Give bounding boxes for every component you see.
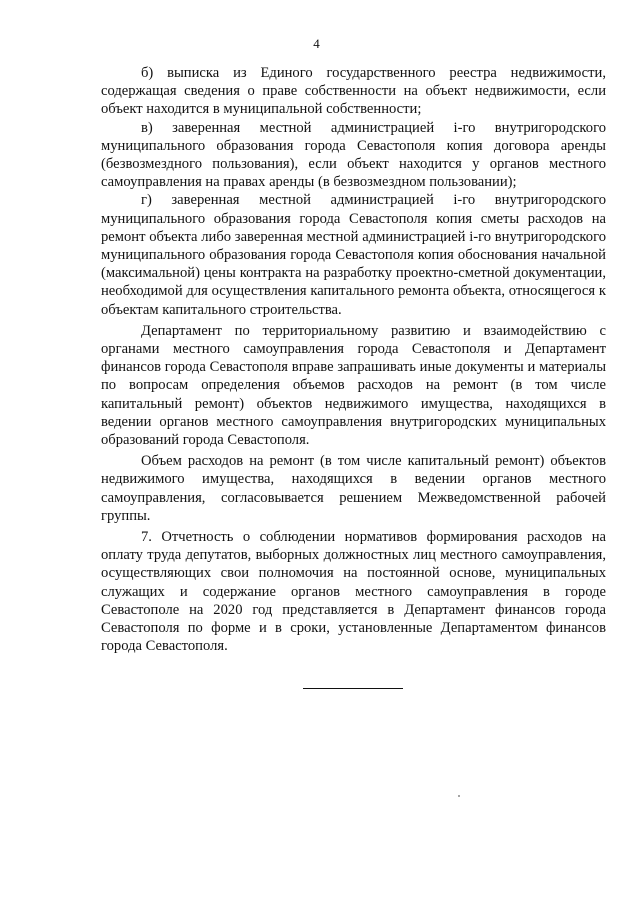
document-body — [101, 64, 606, 656]
paragraph-cost-estimate-copy: г) заверенная местной администрацией і-го внутригородского муниципального образования города Севастополя копия сметы расходов на ремонт объекта либо заверенная местной администрацией і-го внутригородского муниципального образования города Севастополя копия обоснования начальной (максимальной) цены контракта на разработку проектно-сметной документации, необходимой для осуществления капитального ремонта объекта, относящегося к объектам капитального строительства. — [101, 192, 606, 318]
paragraph-lease-agreement-copy: в) заверенная местной администрацией і-го внутригородского муниципального образования города Севастополя копия договора аренды (безвозмездного пользования), если объект находится у органов местного самоуправления на правах аренды (в безвозмездном пользовании); — [101, 119, 606, 191]
paragraph-extract-from-registry: б) выписка из Единого государственного реестра недвижимости, содержащая сведения о праве собственности на объект недвижимости, если объект находится в муниципальной собственности; — [101, 65, 606, 118]
scan-speck — [458, 795, 460, 797]
page-number: 4 — [313, 36, 320, 51]
end-of-document-rule — [303, 688, 403, 689]
paragraph-department-requests: Департамент по территориальному развитию и взаимодействию с органами местного самоуправления города Севастополя и Департамент финансов города Севастополя вправе запрашивать иные документы и материалы по вопросам определения объемов расходов на ремонт (в том числе капитальный ремонт) объектов недвижимого имущества, находящихся в ведении органов местного самоуправления внутригородских муниципальных образований города Севастополя. — [101, 322, 606, 449]
paragraph-expense-approval: Объем расходов на ремонт (в том числе капитальный ремонт) объектов недвижимого имущества, находящихся в ведении органов местного самоуправления, согласовывается решением Межведомственной рабочей группы. — [101, 453, 606, 524]
paragraph-reporting-section-7: 7. Отчетность о соблюдении нормативов формирования расходов на оплату труда депутатов, выборных должностных лиц местного самоуправления, осуществляющих свои полномочия на постоянной основе, муниципальных служащих и содержание органов местного самоуправления в городе Севастополе на 2020 год представляется в Департамент финансов города Севастополя по форме и в сроки, установленные Департаментом финансов города Севастополя. — [101, 529, 606, 655]
